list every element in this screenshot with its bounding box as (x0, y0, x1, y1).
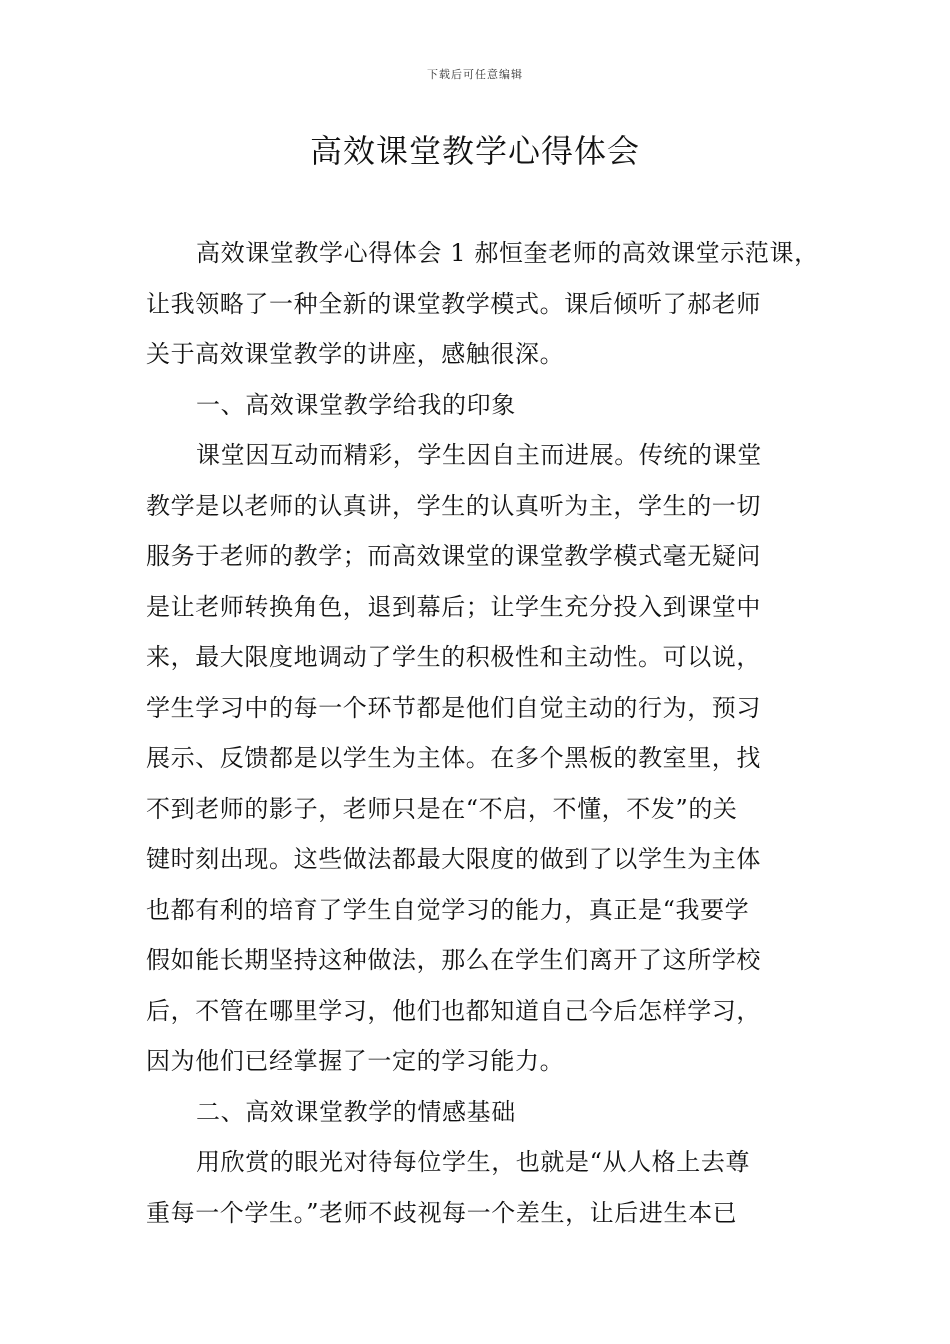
body-line: 后，不管在哪里学习，他们也都知道自己今后怎样学习， (146, 996, 761, 1025)
body-line: 高效课堂教学心得体会 1 郝恒奎老师的高效课堂示范课， (196, 239, 819, 267)
body-line: 让我领略了一种全新的课堂教学模式。课后倾听了郝老师 (146, 289, 761, 318)
document-title: 高效课堂教学心得体会 (309, 132, 640, 170)
body-line: 用欣赏的眼光对待每位学生，也就是“从人格上去尊 (196, 1148, 751, 1176)
body-line: 二、高效课堂教学的情感基础 (196, 1097, 516, 1126)
document-body (146, 228, 826, 1238)
body-line: 是让老师转换角色，退到幕后；让学生充分投入到课堂中 (146, 592, 761, 621)
body-line: 键时刻出现。这些做法都最大限度的做到了以学生为主体 (146, 845, 761, 873)
body-line: 重每一个学生。”老师不歧视每一个差生，让后进生本已 (146, 1198, 738, 1227)
body-line: 课堂因互动而精彩，学生因自主而进展。传统的课堂 (196, 441, 762, 469)
body-line: 不到老师的影子，老师只是在“不启，不懂，不发”的关 (146, 794, 738, 823)
body-line: 展示、反馈都是以学生为主体。在多个黑板的教室里，找 (146, 744, 761, 772)
body-line: 教学是以老师的认真讲，学生的认真听为主，学生的一切 (146, 491, 761, 520)
body-line: 服务于老师的教学；而高效课堂的课堂教学模式毫无疑问 (146, 542, 761, 570)
body-line: 假如能长期坚持这种做法，那么在学生们离开了这所学校 (146, 946, 761, 974)
body-line: 一、高效课堂教学给我的印象 (196, 390, 516, 419)
body-line: 学生学习中的每一个环节都是他们自觉主动的行为，预习 (146, 693, 761, 722)
body-line: 来，最大限度地调动了学生的积极性和主动性。可以说， (146, 643, 761, 671)
body-line: 也都有利的培育了学生自觉学习的能力，真正是“我要学 (146, 895, 750, 924)
body-line: 关于高效课堂教学的讲座，感触很深。 (146, 340, 565, 368)
body-line: 因为他们已经掌握了一定的学习能力。 (146, 1047, 565, 1075)
header-note: 下载后可任意编辑 (427, 68, 523, 81)
